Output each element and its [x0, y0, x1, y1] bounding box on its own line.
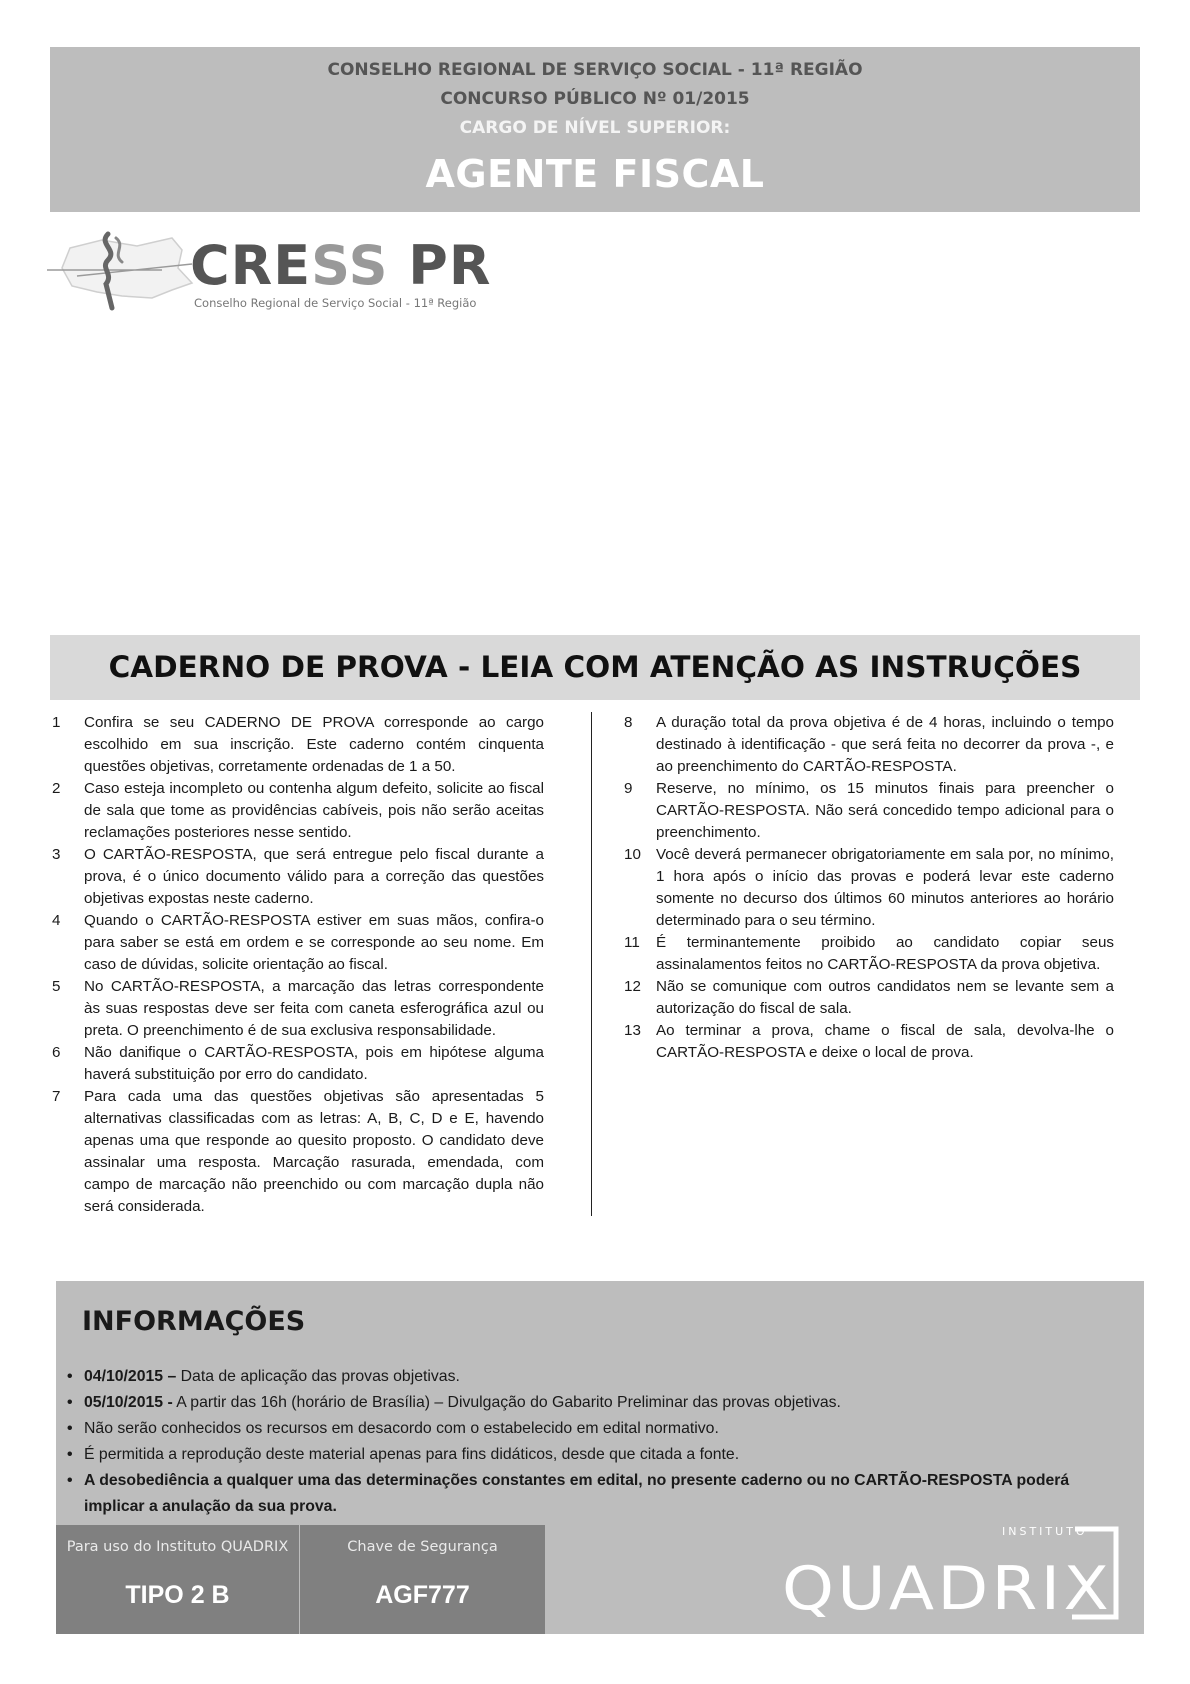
svg-text:QUADRIX: QUADRIX	[782, 1554, 1112, 1621]
security-key-label: Chave de Segurança	[347, 1539, 498, 1555]
column-divider	[591, 712, 592, 1216]
instruction-item: 6 Não danifique o CARTÃO-RESPOSTA, pois em hipótese alguma haverá substituição por erro do candidato.	[52, 1044, 544, 1083]
svg-text:INSTITUTO: INSTITUTO	[1002, 1525, 1088, 1538]
instructions-banner	[50, 635, 1140, 700]
exam-type: TIPO 2 B	[125, 1581, 230, 1609]
quadrix-use-label: Para uso do Instituto QUADRIX	[66, 1539, 289, 1555]
info-item: • É permitida a reprodução deste material apenas para fins didáticos, desde que citada a fonte.	[67, 1442, 1127, 1468]
information-title: INFORMAÇÕES	[82, 1306, 306, 1337]
cress-pr-wordmark: CRESS PR	[190, 234, 492, 297]
instruction-item: 13 Ao terminar a prova, chame o fiscal de sala, devolva-lhe o CARTÃO-RESPOSTA e deixe o local de prova.	[624, 1022, 1114, 1061]
instructions-left-column	[52, 712, 544, 1218]
instruction-item: 9 Reserve, no mínimo, os 15 minutos finais para preencher o CARTÃO-RESPOSTA. Não será concedido tempo adicional para o preenchimento.	[624, 780, 1114, 841]
instructions-right-column	[624, 712, 1114, 1064]
instruction-item: 10 Você deverá permanecer obrigatoriamente em sala por, no mínimo, 1 hora após o início das provas e poderá levar este caderno somente no decurso dos últimos 60 minutos anteriores ao horário determinado para o seu término.	[624, 846, 1114, 929]
position-level: CARGO DE NÍVEL SUPERIOR:	[459, 118, 731, 138]
header-band	[50, 47, 1140, 212]
instruction-item: 8 A duração total da prova objetiva é de 4 horas, incluindo o tempo destinado à identificação - que será feita no decorrer da prova -, e ao preenchimento do CARTÃO-RESPOSTA.	[624, 714, 1114, 775]
instruction-item: 2 Caso esteja incompleto ou contenha algum defeito, solicite ao fiscal de sala que tome as providências cabíveis, pois não serão aceitas reclamações posteriores nesse sentido.	[52, 780, 544, 841]
contest-number: CONCURSO PÚBLICO Nº 01/2015	[440, 89, 750, 109]
info-item: • 05/10/2015 - A partir das 16h (horário de Brasília) – Divulgação do Gabarito Preliminar das provas objetivas.	[67, 1390, 1127, 1416]
information-list	[67, 1364, 1127, 1520]
cress-subtitle: Conselho Regional de Serviço Social - 11ª Região	[194, 296, 477, 310]
instructions-title: CADERNO DE PROVA - LEIA COM ATENÇÃO AS INSTRUÇÕES	[108, 650, 1082, 684]
position-title: AGENTE FISCAL	[425, 152, 765, 196]
instruction-item: 11 É terminantemente proibido ao candidato copiar seus assinalamentos feitos no CARTÃO-RESPOSTA da prova objetiva.	[624, 934, 1114, 973]
quadrix-logo-icon	[780, 1521, 1120, 1621]
instruction-item: 3 O CARTÃO-RESPOSTA, que será entregue pelo fiscal durante a prova, é o único documento válido para a correção das questões objetivas expostas neste caderno.	[52, 846, 544, 907]
instruction-item: 7 Para cada uma das questões objetivas são apresentadas 5 alternativas classificadas com as letras: A, B, C, D e E, havendo apenas uma que responde ao quesito proposto. O candidato deve assinalar uma resposta. Marcação rasurada, emendada, com campo de marcação não preenchido ou com marcação dupla não será considerada.	[52, 1088, 544, 1215]
instruction-item: 1 Confira se seu CADERNO DE PROVA corresponde ao cargo escolhido em sua inscrição. Este caderno contém cinquenta questões objetivas, corretamente ordenadas de 1 a 50.	[52, 714, 544, 775]
council-name: CONSELHO REGIONAL DE SERVIÇO SOCIAL - 11ª REGIÃO	[327, 60, 863, 80]
info-item: • 04/10/2015 – Data de aplicação das provas objetivas.	[67, 1364, 1127, 1390]
security-key-value: AGF777	[375, 1581, 470, 1609]
security-key-box	[300, 1525, 545, 1634]
info-item-warning: • A desobediência a qualquer uma das determinações constantes em edital, no presente caderno ou no CARTÃO-RESPOSTA poderá implicar a anulação da sua prova.	[67, 1468, 1127, 1520]
instruction-item: 12 Não se comunique com outros candidatos nem se levante sem a autorização do fiscal de sala.	[624, 978, 1114, 1017]
instruction-item: 5 No CARTÃO-RESPOSTA, a marcação das letras correspondente às suas respostas deve ser feita com caneta esferográfica azul ou preta. O preenchimento é de sua exclusiva responsabilidade.	[52, 978, 544, 1039]
info-item: • Não serão conhecidos os recursos em desacordo com o estabelecido em edital normativo.	[67, 1416, 1127, 1442]
quadrix-use-box	[56, 1525, 299, 1634]
instruction-item: 4 Quando o CARTÃO-RESPOSTA estiver em suas mãos, confira-o para saber se está em ordem e se corresponde ao seu nome. Em caso de dúvidas, solicite orientação ao fiscal.	[52, 912, 544, 973]
